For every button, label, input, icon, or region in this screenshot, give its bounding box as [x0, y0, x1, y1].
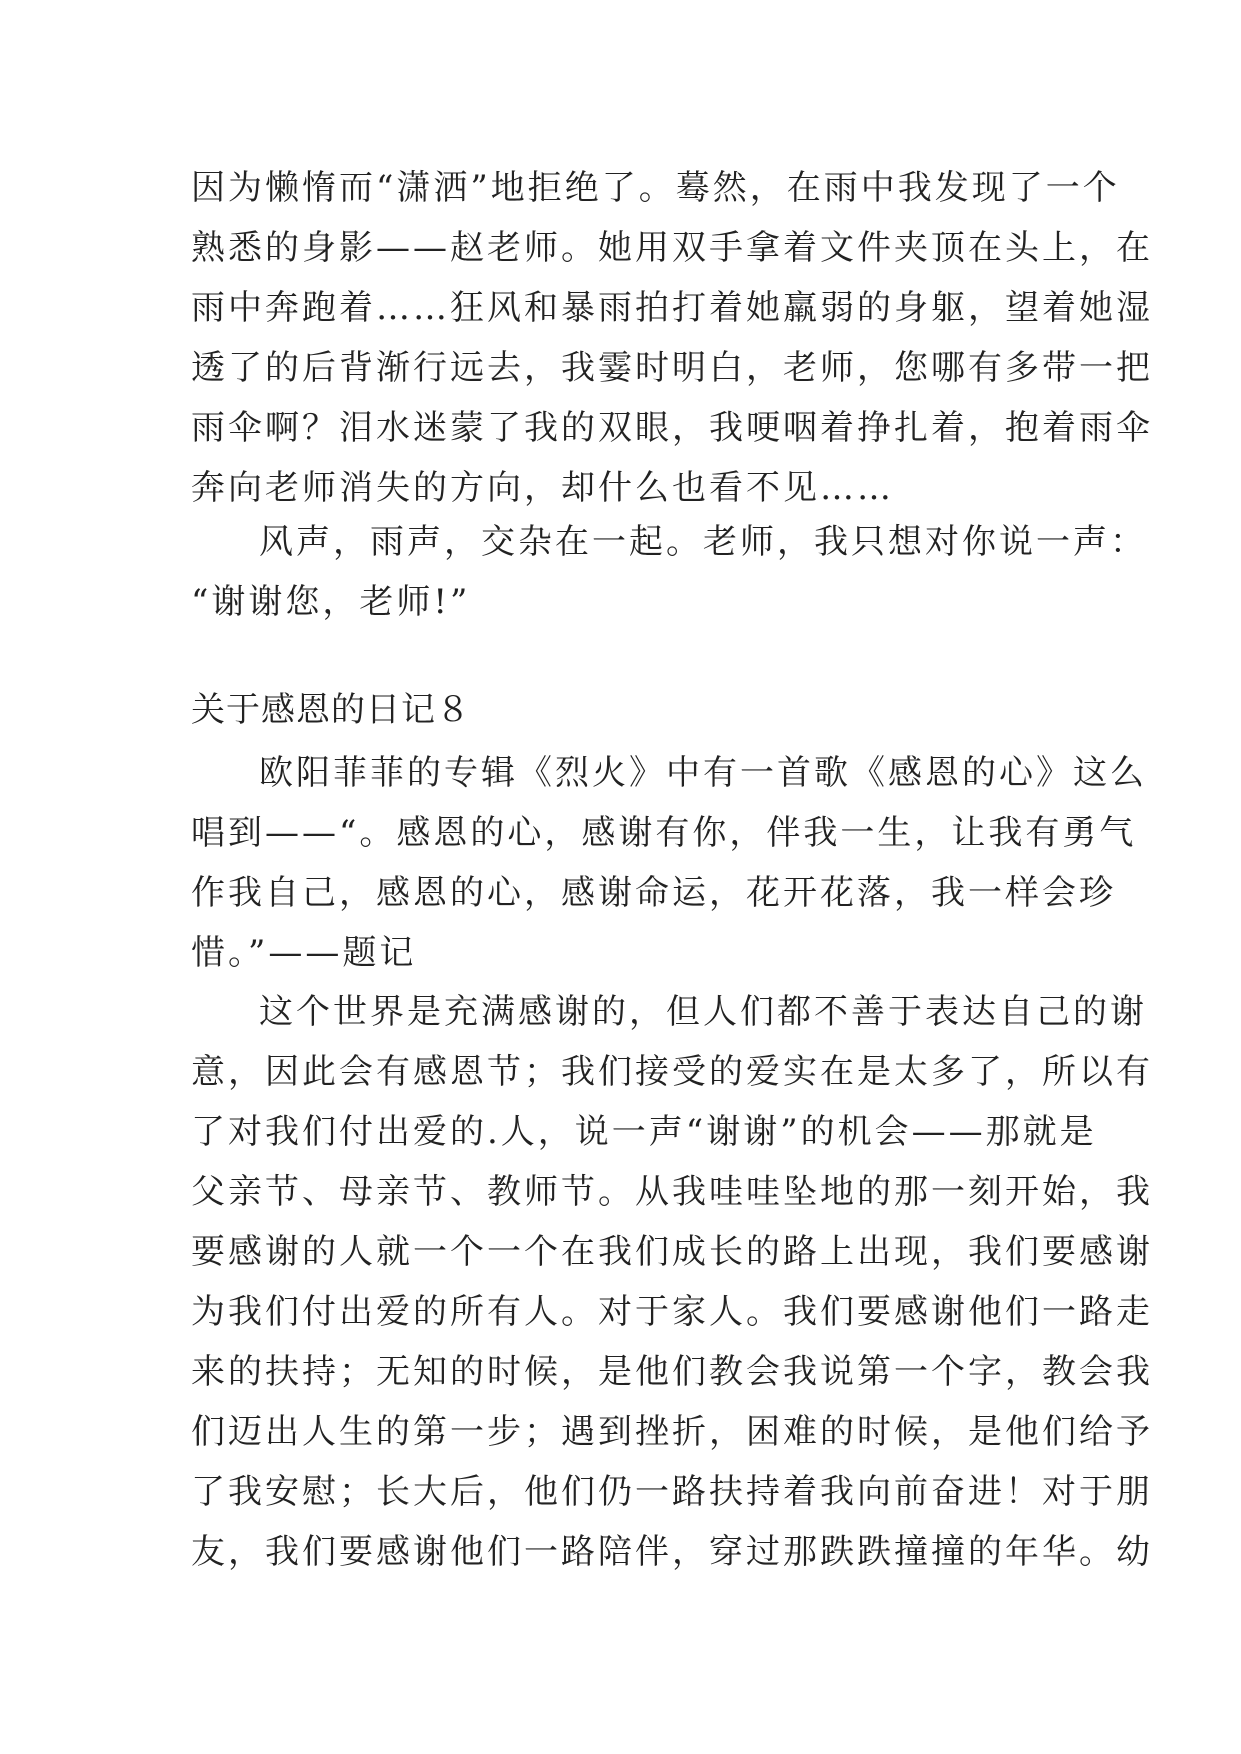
text-line: 们迈出人生的第一步；遇到挫折，困难的时候，是他们给予 — [191, 1412, 1153, 1452]
text-line: 友，我们要感谢他们一路陪伴，穿过那跌跌撞撞的年华。幼 — [191, 1532, 1153, 1572]
text-line: 父亲节、母亲节、教师节。从我哇哇坠地的那一刻开始，我 — [191, 1172, 1153, 1212]
text-line: 唱到——“。感恩的心，感谢有你，伴我一生，让我有勇气 — [191, 813, 1137, 853]
text-line: 为我们付出爱的所有人。对于家人。我们要感谢他们一路走 — [191, 1292, 1153, 1332]
body-paragraph — [191, 982, 1153, 1582]
text-line: 来的扶持；无知的时候，是他们教会我说第一个字，教会我 — [191, 1352, 1153, 1392]
text-line: 因为懒惰而“潇洒”地拒绝了。蓦然，在雨中我发现了一个 — [191, 168, 1120, 208]
text-line: 风声，雨声，交杂在一起。老师，我只想对你说一声： — [259, 522, 1147, 562]
text-line: 这个世界是充满感谢的，但人们都不善于表达自己的谢 — [259, 992, 1147, 1032]
closing-paragraph — [191, 512, 1147, 632]
text-line: 了我安慰；长大后，他们仍一路扶持着我向前奋进！对于朋 — [191, 1472, 1153, 1512]
text-line: 欧阳菲菲的专辑《烈火》中有一首歌《感恩的心》这么 — [259, 753, 1147, 793]
text-line: “谢谢您，老师!” — [191, 582, 471, 622]
text-line: 了对我们付出爱的.人，说一声“谢谢”的机会——那就是 — [191, 1112, 1097, 1152]
text-line: 要感谢的人就一个一个在我们成长的路上出现，我们要感谢 — [191, 1232, 1153, 1272]
text-line: 熟悉的身影——赵老师。她用双手拿着文件夹顶在头上，在 — [191, 228, 1153, 268]
story-paragraph — [191, 158, 1153, 518]
text-line: 透了的后背渐行远去，我霎时明白，老师，您哪有多带一把 — [191, 348, 1153, 388]
section-title: 关于感恩的日记８ — [191, 690, 471, 730]
text-line: 意，因此会有感恩节；我们接受的爱实在是太多了，所以有 — [191, 1052, 1153, 1092]
text-line: 惜。”——题记 — [191, 933, 417, 973]
text-line: 雨中奔跑着……狂风和暴雨拍打着她羸弱的身躯，望着她湿 — [191, 288, 1153, 328]
text-line: 奔向老师消失的方向，却什么也看不见…… — [191, 468, 894, 508]
text-line: 雨伞啊？泪水迷蒙了我的双眼，我哽咽着挣扎着，抱着雨伞 — [191, 408, 1153, 448]
text-line: 作我自己，感恩的心，感谢命运，花开花落，我一样会珍 — [191, 873, 1116, 913]
epigraph-paragraph — [191, 743, 1147, 983]
